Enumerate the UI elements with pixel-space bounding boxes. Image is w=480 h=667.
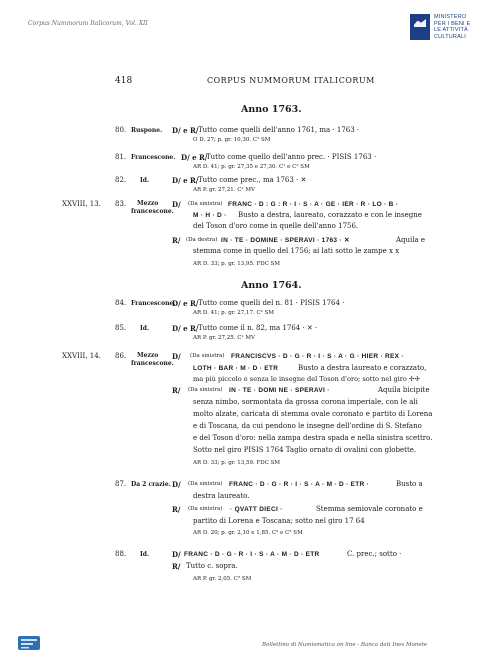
obverse-label: D/: [172, 200, 181, 209]
coin-name: Id.: [140, 325, 150, 332]
obverse-legend: LOTH · BAR · M · D · ETR: [193, 365, 279, 372]
reverse-legend: IN · TE · DOMINE · SPERAVI · 1763 · ✕: [221, 237, 350, 244]
reverse-text: Aquila bicipite: [378, 386, 430, 394]
obverse-label: D/: [172, 352, 181, 361]
entry-number: 88.: [115, 550, 127, 558]
face-label: D/ e R/: [181, 153, 208, 162]
entry-spec: AR P. gr. 27,21. C¹ MV: [193, 187, 255, 193]
entry-spec: O D. 27; p. gr. 10,30. C¹ SM: [193, 137, 271, 143]
obverse-label: D/: [172, 550, 181, 559]
coin-name: Id.: [140, 551, 150, 558]
coin-name: Id.: [140, 177, 150, 184]
plate-reference: XXVIII, 14.: [62, 352, 101, 360]
entry-text: Tutto come il n. 82, ma 1764 · ✕ ·: [198, 324, 318, 332]
plate-reference: XXVIII, 13.: [62, 200, 101, 208]
entry-number: 80.: [115, 126, 127, 134]
reverse-label: R/: [172, 386, 181, 395]
entry-spec: AR D. 41; p. gr. 27,35 e 27,30. C¹ e C² SM: [193, 164, 310, 170]
coin-name: Mezzo: [137, 200, 159, 207]
entry-spec: AR D. 33; p. gr. 13,59. FDC SM: [193, 460, 281, 466]
obverse-legend: FRANCISCVS · D · G · R · I · S · A · G · HIER · REX ·: [231, 353, 404, 360]
direction-note: (Da sinistra): [188, 481, 223, 487]
coin-name: Da 2 crazie.: [131, 481, 171, 488]
page-number: 418: [115, 76, 133, 86]
reverse-label: R/: [172, 505, 181, 514]
obverse-legend: FRANC · D · G · R · I · S · A · M · D · ETR: [184, 551, 320, 558]
coin-name: francescone.: [131, 208, 174, 215]
face-label: D/ e R/: [172, 176, 199, 185]
logo-line: CULTURALI: [434, 33, 466, 40]
coin-name: Ruspone.: [131, 127, 163, 134]
reverse-legend: · QVATT DIECI ·: [230, 506, 283, 513]
reverse-text: partito di Lorena e Toscana; sotto nel giro 17 64: [193, 517, 365, 525]
reverse-text: stemma come in quello del 1756; ai lati sotto le zampe x x: [193, 247, 400, 255]
obverse-text: del Toson d'oro come in quelle dell'anno 1756.: [193, 222, 359, 230]
direction-note: (Da destra): [186, 237, 218, 243]
entry-number: 86.: [115, 352, 127, 360]
obverse-legend: FRANC · D : G : R · I · S · A · GE · IER · R · LO · B ·: [228, 201, 399, 208]
journal-header: Corpus Nummorum Italicorum, Vol. XII: [28, 20, 148, 27]
ministry-logo-text: [434, 14, 470, 40]
year-heading: Anno 1763.: [241, 104, 302, 115]
footer-credit: Bollettino di Numismatica on line - Banca dati Ines Monete: [262, 642, 428, 648]
reverse-label: R/: [172, 562, 181, 571]
entry-number: 84.: [115, 299, 127, 307]
entry-text: Tutto come quello dell'anno prec. · PISIS 1763 ·: [206, 153, 377, 161]
logo-line: LE ATTIVITÀ: [434, 27, 468, 33]
obverse-text: Busto a: [396, 480, 423, 488]
coin-name: francescone.: [131, 360, 174, 367]
coin-name: Mezzo: [137, 352, 159, 359]
obverse-text: Busto a destra laureato e corazzato,: [298, 364, 427, 372]
reverse-legend: IN · TE · DOMI NE · SPERAVI ·: [229, 387, 330, 394]
entry-number: 81.: [115, 153, 127, 161]
direction-note: (Da sinistra): [188, 201, 223, 207]
coin-name: Francescone.: [131, 300, 176, 307]
entry-text: Tutto come prec., ma 1763 · ✕: [198, 176, 307, 184]
entry-spec: AR D. 41; p. gr. 27,17. C² SM: [193, 310, 275, 316]
obverse-label: D/: [172, 480, 181, 489]
entry-number: 82.: [115, 176, 127, 184]
entry-number: 85.: [115, 324, 127, 332]
reverse-text: Stemma semiovale coronato e: [316, 505, 423, 513]
reverse-label: R/: [172, 236, 181, 245]
obverse-legend: M · H · D ·: [193, 212, 227, 219]
direction-note: (Da sinistra): [188, 506, 223, 512]
obverse-legend: FRANC · D · G · R · I · S · A · M · D · ETR ·: [229, 481, 370, 488]
entry-text: Tutto come quelli dell'anno 1761, ma · 1763 ·: [198, 126, 360, 134]
reverse-text: Aquila e: [396, 236, 426, 244]
running-title: CORPUS NUMMORUM ITALICORUM: [207, 76, 375, 85]
logo-line: PER I BENI E: [434, 20, 471, 27]
obverse-text: Busto a destra, laureato, corazzato e con le insegne: [238, 211, 422, 219]
entry-number: 87.: [115, 480, 127, 488]
entry-spec: AR P. gr. 2,05. C³ SM: [193, 576, 252, 582]
face-label: D/ e R/: [172, 126, 199, 135]
reverse-text: molto alzate, caricata di stemma ovale coronato e partito di Lorena: [193, 410, 433, 418]
face-label: D/ e R/: [172, 324, 199, 333]
publisher-logo-icon: [18, 636, 40, 650]
entry-spec: AR P. gr. 27,25. C¹ MV: [193, 335, 255, 341]
entry-text: Tutto come quelli del n. 81 · PISIS 1764 ·: [198, 299, 345, 307]
face-label: D/ e R/: [172, 299, 199, 308]
reverse-text: Tutto c. sopra.: [186, 562, 238, 570]
obverse-text: ma più piccolo e senza le insegne del Toson d'oro; sotto nel giro ✢✢: [193, 375, 421, 383]
entry-spec: AR D. 33; p. gr. 13,95. FDC SM: [193, 261, 281, 267]
ministry-logo-icon: [410, 14, 430, 40]
reverse-text: senza nimbo, sormontata da grossa corona imperiale, con le ali: [193, 398, 418, 406]
obverse-text: C. prec.; sotto ·: [347, 550, 402, 558]
obverse-text: destra laureato.: [193, 492, 250, 500]
entry-number: 83.: [115, 200, 127, 208]
year-heading: Anno 1764.: [241, 280, 302, 291]
logo-line: MINISTERO: [434, 14, 467, 20]
entry-spec: AR D. 20; p. gr. 2,10 e 1,85. C² e C³ SM: [193, 530, 303, 536]
reverse-text: e di Toscana, da cui pendono le insegne dell'ordine di S. Stefano: [193, 422, 422, 430]
direction-note: (Da sinistra): [190, 353, 225, 359]
direction-note: (Da sinistra): [188, 387, 223, 393]
coin-name: Francescone.: [131, 154, 176, 161]
reverse-text: e del Toson d'oro: nella zampa destra spada e nella sinistra scettro.: [193, 434, 433, 442]
reverse-text: Sotto nel giro PISIS 1764 Taglio ornato di ovalini con globette.: [193, 446, 417, 454]
